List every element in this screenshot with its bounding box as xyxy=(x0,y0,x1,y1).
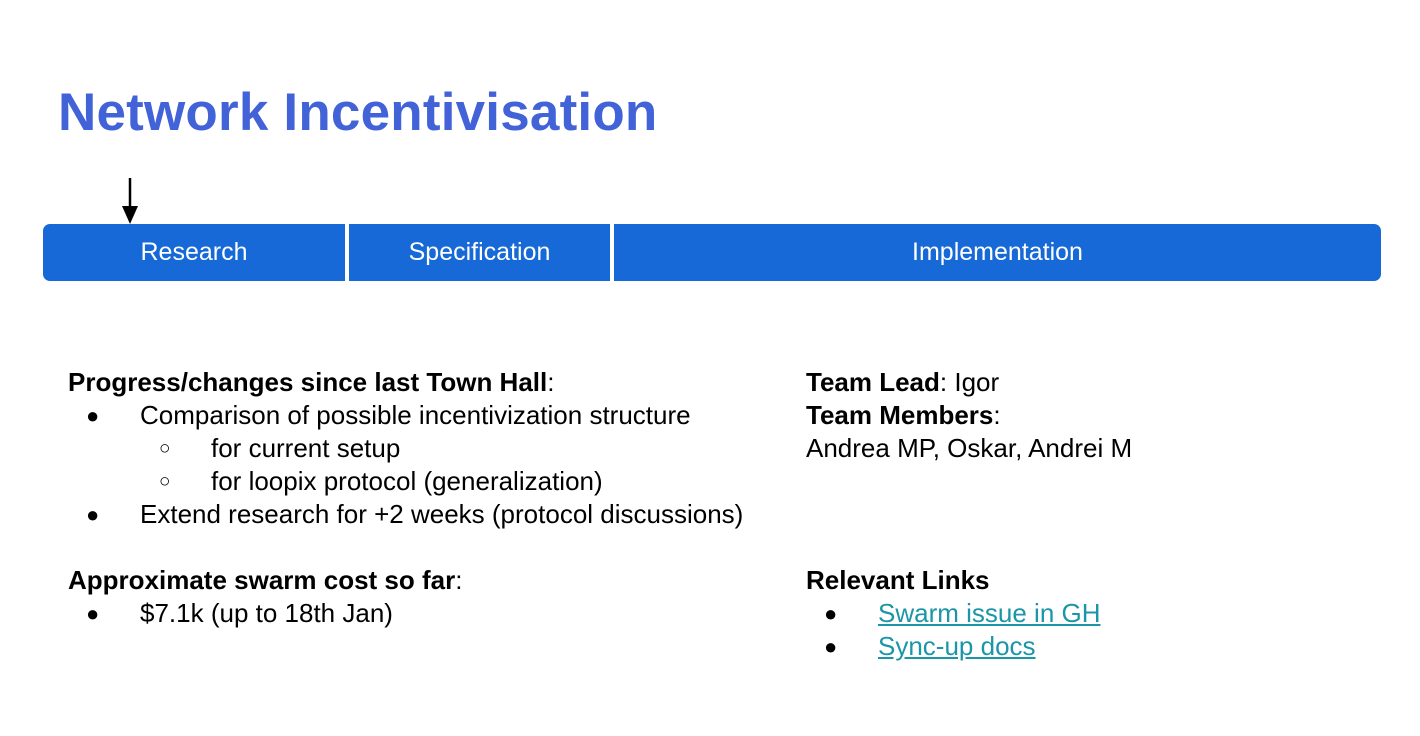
swarm-issue-link[interactable]: Swarm issue in GH xyxy=(878,598,1101,628)
links-heading: Relevant Links xyxy=(806,565,990,595)
cost-heading: Approximate swarm cost so far xyxy=(68,565,456,595)
list-item xyxy=(68,432,798,465)
cost-section xyxy=(68,564,768,630)
phase-timeline xyxy=(0,224,1420,281)
bullet-icon: ● xyxy=(86,601,100,626)
team-members-colon: : xyxy=(993,400,1001,430)
team-lead-value: Igor xyxy=(947,367,1000,397)
phase-specification: Specification xyxy=(349,224,610,281)
list-item xyxy=(68,399,798,432)
sync-up-docs-link[interactable]: Sync-up docs xyxy=(878,631,1036,661)
current-phase-arrow-icon xyxy=(120,176,140,226)
bullet-icon: ● xyxy=(86,502,100,527)
phase-research: Research xyxy=(43,224,345,281)
sub-bullet-icon: ○ xyxy=(159,471,171,492)
sub-bullet-icon: ○ xyxy=(159,438,171,459)
list-item-text: Comparison of possible incentivization structure xyxy=(140,400,691,430)
bullet-icon: ● xyxy=(824,601,838,626)
phase-implementation: Implementation xyxy=(614,224,1381,281)
team-members-value: Andrea MP, Oskar, Andrei M xyxy=(806,433,1133,463)
list-item-text: for loopix protocol (generalization) xyxy=(211,466,603,496)
list-item-text: Extend research for +2 weeks (protocol discussions) xyxy=(140,499,744,529)
cost-value: $7.1k (up to 18th Jan) xyxy=(140,598,393,628)
bullet-icon: ● xyxy=(824,634,838,659)
list-item xyxy=(68,498,798,531)
page-title: Network Incentivisation xyxy=(58,83,658,142)
team-section xyxy=(806,366,1366,465)
progress-heading: Progress/changes since last Town Hall xyxy=(68,367,548,397)
list-item xyxy=(68,465,798,498)
team-members-label: Team Members xyxy=(806,400,994,430)
cost-heading-colon: : xyxy=(455,565,463,595)
links-section xyxy=(806,564,1366,663)
team-lead-colon: : xyxy=(939,367,948,397)
bullet-icon: ● xyxy=(86,403,100,428)
progress-section xyxy=(68,366,798,531)
list-item xyxy=(68,597,768,630)
list-item-text: for current setup xyxy=(211,433,401,463)
list-item xyxy=(806,597,1366,630)
team-lead-label: Team Lead xyxy=(806,367,940,397)
list-item xyxy=(806,630,1366,663)
progress-heading-colon: : xyxy=(547,367,555,397)
